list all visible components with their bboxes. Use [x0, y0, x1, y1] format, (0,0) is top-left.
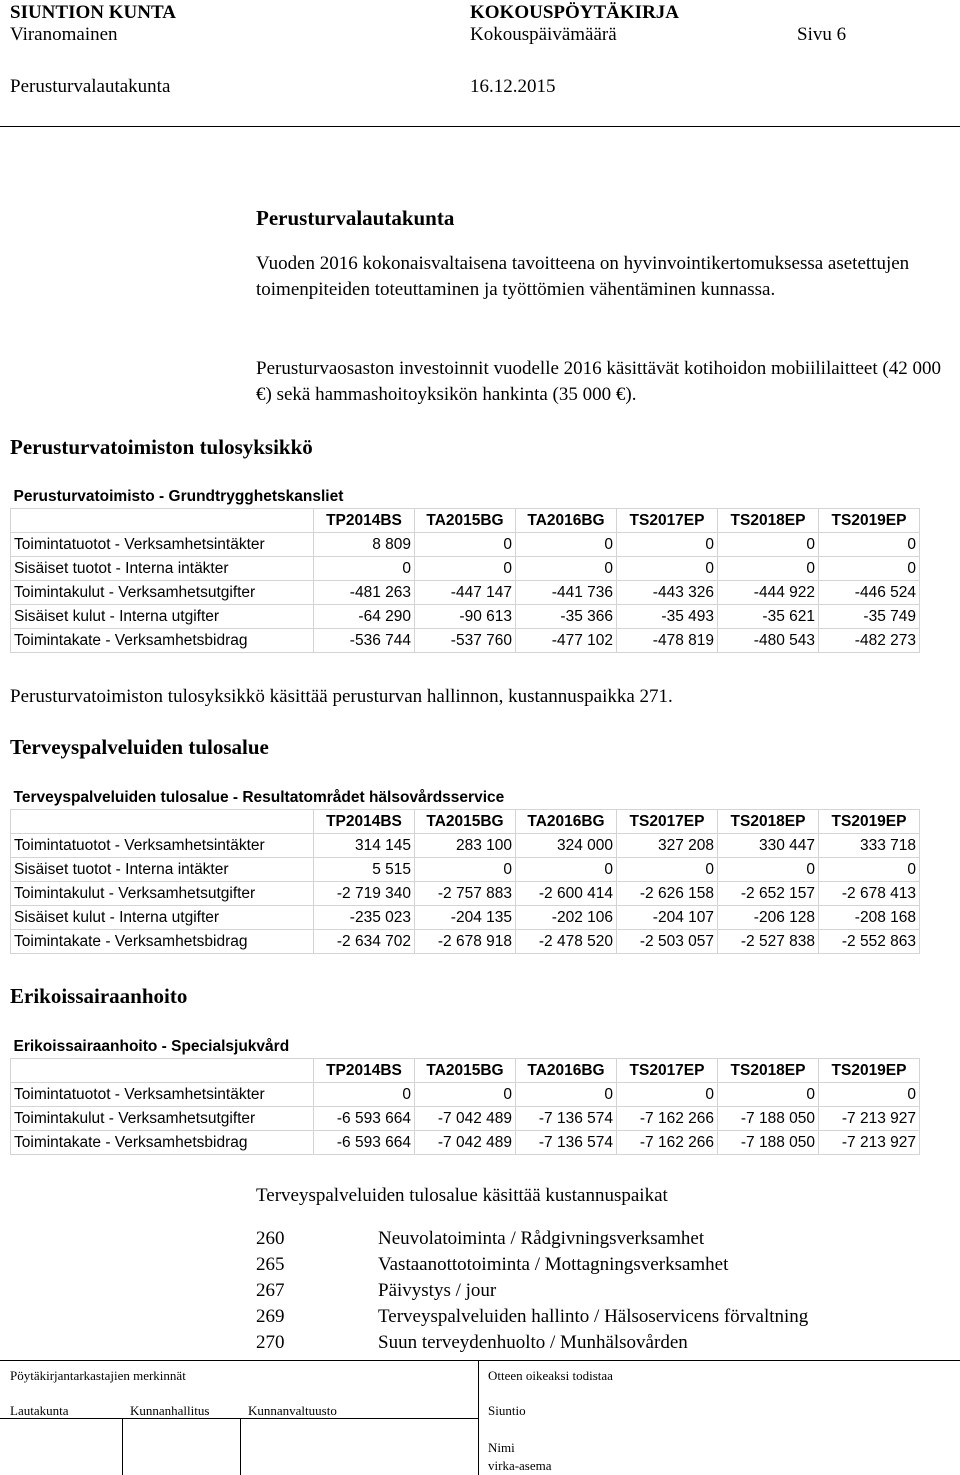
authority-label: Viranomainen	[10, 24, 118, 45]
table-row	[11, 533, 920, 557]
cell: -35 366	[516, 605, 617, 629]
column-header: TS2018EP	[718, 1059, 819, 1083]
cell: 0	[718, 858, 819, 882]
column-header: TS2017EP	[617, 1059, 718, 1083]
cell: -202 106	[516, 906, 617, 930]
footer-name-label: Nimi	[488, 1440, 515, 1455]
cell: 0	[617, 1083, 718, 1107]
cell: -478 819	[617, 629, 718, 653]
table-row	[11, 581, 920, 605]
cell: -206 128	[718, 906, 819, 930]
cost-center-code: 265	[256, 1254, 285, 1275]
column-header: TP2014BS	[314, 509, 415, 533]
row-label: Sisäiset tuotot - Interna intäkter	[11, 858, 314, 882]
cell: 8 809	[314, 533, 415, 557]
cell: -2 478 520	[516, 930, 617, 954]
table-row	[11, 629, 920, 653]
cell: -7 042 489	[415, 1131, 516, 1155]
cell: 333 718	[819, 834, 920, 858]
column-header: TS2017EP	[617, 509, 718, 533]
cell: 0	[819, 1083, 920, 1107]
section-heading-perusturvatoimisto: Perusturvatoimiston tulosyksikkö	[10, 435, 313, 459]
cell: 0	[819, 557, 920, 581]
document-type: KOKOUSPÖYTÄKIRJA	[470, 2, 680, 23]
cell: -204 107	[617, 906, 718, 930]
column-header: TS2018EP	[718, 509, 819, 533]
cell: -35 749	[819, 605, 920, 629]
cell: 330 447	[718, 834, 819, 858]
column-header: TA2015BG	[415, 1059, 516, 1083]
column-header: TP2014BS	[314, 1059, 415, 1083]
footer-position-label: virka-asema	[488, 1458, 552, 1473]
cell: -482 273	[819, 629, 920, 653]
page-number: Sivu 6	[797, 24, 847, 45]
column-header: TS2017EP	[617, 810, 718, 834]
footer-top-line	[0, 1360, 960, 1361]
intro-paragraph-1: Vuoden 2016 kokonaisvaltaisena tavoitteena on hyvinvointikertomuksessa asetettujen toimenpiteiden toteuttaminen ja työttömien vähentäminen kunnassa.	[256, 253, 910, 300]
table-row	[11, 1131, 920, 1155]
row-label: Toimintakate - Verksamhetsbidrag	[11, 930, 314, 954]
column-header: TA2016BG	[516, 1059, 617, 1083]
column-header: TA2016BG	[516, 810, 617, 834]
cell: -446 524	[819, 581, 920, 605]
cell: 314 145	[314, 834, 415, 858]
cell: 0	[314, 557, 415, 581]
footer-column-divider	[122, 1418, 123, 1475]
cell: 0	[617, 858, 718, 882]
cost-center-code: 267	[256, 1280, 285, 1301]
cell: -64 290	[314, 605, 415, 629]
section-heading-erikoissairaanhoito: Erikoissairaanhoito	[10, 984, 188, 1008]
cell: -6 593 664	[314, 1131, 415, 1155]
row-label: Toimintakate - Verksamhetsbidrag	[11, 629, 314, 653]
column-header: TS2019EP	[819, 1059, 920, 1083]
cell: -7 136 574	[516, 1107, 617, 1131]
cell: -2 678 918	[415, 930, 516, 954]
budget-table-perusturvatoimisto	[10, 485, 920, 653]
cell: -444 922	[718, 581, 819, 605]
cell: -7 162 266	[617, 1107, 718, 1131]
table-header-blank	[11, 1059, 314, 1083]
table-row	[11, 834, 920, 858]
table-row	[11, 1107, 920, 1131]
intro-paragraph-2: Perusturvaosaston investoinnit vuodelle 2016 käsittävät kotihoidon mobiililaitteet (42 000 €) sekä hammashoitoyksikön hankinta (35 000 €).	[256, 358, 941, 405]
organization-name: SIUNTION KUNTA	[10, 2, 176, 23]
cell: 324 000	[516, 834, 617, 858]
column-header: TP2014BS	[314, 810, 415, 834]
section-heading-terveyspalvelut: Terveyspalveluiden tulosalue	[10, 735, 269, 759]
cell: -477 102	[516, 629, 617, 653]
section-note-perusturvatoimisto: Perusturvatoimiston tulosyksikkö käsittää perusturvan hallinnon, kustannuspaikka 271.	[10, 686, 673, 707]
row-label: Toimintakulut - Verksamhetsutgifter	[11, 1107, 314, 1131]
cell: 5 515	[314, 858, 415, 882]
table-title: Erikoissairaanhoito - Specialsjukvård	[13, 1037, 290, 1055]
cell: -235 023	[314, 906, 415, 930]
column-header: TS2019EP	[819, 509, 920, 533]
row-label: Sisäiset kulut - Interna utgifter	[11, 906, 314, 930]
table-row	[11, 1083, 920, 1107]
cost-center-name: Suun terveydenhuolto / Munhälsovården	[378, 1332, 688, 1353]
cell: 0	[415, 533, 516, 557]
table-row	[11, 930, 920, 954]
row-label: Toimintatuotot - Verksamhetsintäkter	[11, 533, 314, 557]
cell: -7 188 050	[718, 1107, 819, 1131]
footer-col-hallitus: Kunnanhallitus	[130, 1403, 210, 1418]
meeting-date-label: Kokouspäivämäärä	[470, 24, 617, 45]
table-title: Terveyspalveluiden tulosalue - Resultatområdet hälsovårdsservice	[13, 788, 505, 806]
cell: 0	[819, 858, 920, 882]
cell: -90 613	[415, 605, 516, 629]
cell: 0	[516, 557, 617, 581]
table-row	[11, 858, 920, 882]
intro-heading: Perusturvalautakunta	[256, 206, 455, 230]
cell: 327 208	[617, 834, 718, 858]
footer-col-lautakunta: Lautakunta	[10, 1403, 69, 1418]
cell: 0	[415, 1083, 516, 1107]
row-label: Toimintatuotot - Verksamhetsintäkter	[11, 1083, 314, 1107]
cell: -7 042 489	[415, 1107, 516, 1131]
cell: -2 503 057	[617, 930, 718, 954]
header-divider	[0, 126, 960, 127]
cell: -2 652 157	[718, 882, 819, 906]
budget-table-terveyspalvelut	[10, 786, 920, 954]
cost-center-name: Vastaanottotoiminta / Mottagningsverksamhet	[378, 1254, 729, 1275]
cell: 0	[617, 533, 718, 557]
cost-centers-heading: Terveyspalveluiden tulosalue käsittää kustannuspaikat	[256, 1185, 668, 1206]
column-header: TS2018EP	[718, 810, 819, 834]
row-label: Toimintakate - Verksamhetsbidrag	[11, 1131, 314, 1155]
cell: -35 493	[617, 605, 718, 629]
cell: -536 744	[314, 629, 415, 653]
footer-col-valtuusto: Kunnanvaltuusto	[248, 1403, 337, 1418]
cell: 0	[617, 557, 718, 581]
table-header-blank	[11, 810, 314, 834]
footer-column-divider	[240, 1418, 241, 1475]
cell: 283 100	[415, 834, 516, 858]
cell: -208 168	[819, 906, 920, 930]
authority-name: Perusturvalautakunta	[10, 76, 171, 97]
row-label: Sisäiset kulut - Interna utgifter	[11, 605, 314, 629]
cell: -2 757 883	[415, 882, 516, 906]
cell: 0	[718, 557, 819, 581]
table-row	[11, 906, 920, 930]
cell: -2 719 340	[314, 882, 415, 906]
cell: -2 527 838	[718, 930, 819, 954]
cell: 0	[415, 557, 516, 581]
footer-certify-label: Otteen oikeaksi todistaa	[488, 1368, 613, 1383]
footer-marks-label: Pöytäkirjantarkastajien merkinnät	[10, 1368, 186, 1383]
cell: -7 162 266	[617, 1131, 718, 1155]
table-row	[11, 557, 920, 581]
cost-center-code: 260	[256, 1228, 285, 1249]
cell: -2 600 414	[516, 882, 617, 906]
cost-center-name: Terveyspalveluiden hallinto / Hälsoservicens förvaltning	[378, 1306, 809, 1327]
cost-center-code: 269	[256, 1306, 285, 1327]
footer-column-line	[0, 1418, 478, 1419]
cell: -537 760	[415, 629, 516, 653]
cell: -441 736	[516, 581, 617, 605]
budget-table-erikoissairaanhoito	[10, 1035, 920, 1155]
row-label: Sisäiset tuotot - Interna intäkter	[11, 557, 314, 581]
cost-center-name: Päivystys / jour	[378, 1280, 497, 1301]
column-header: TA2016BG	[516, 509, 617, 533]
table-row	[11, 882, 920, 906]
column-header: TA2015BG	[415, 810, 516, 834]
table-row	[11, 605, 920, 629]
cell: -481 263	[314, 581, 415, 605]
table-header-blank	[11, 509, 314, 533]
footer-place: Siuntio	[488, 1403, 526, 1418]
cell: -6 593 664	[314, 1107, 415, 1131]
cell: -447 147	[415, 581, 516, 605]
cell: -2 626 158	[617, 882, 718, 906]
cell: 0	[718, 1083, 819, 1107]
cell: -480 543	[718, 629, 819, 653]
cell: 0	[415, 858, 516, 882]
cell: -7 188 050	[718, 1131, 819, 1155]
cell: -2 552 863	[819, 930, 920, 954]
cell: 0	[516, 1083, 617, 1107]
row-label: Toimintakulut - Verksamhetsutgifter	[11, 882, 314, 906]
cell: -7 213 927	[819, 1131, 920, 1155]
cell: 0	[314, 1083, 415, 1107]
row-label: Toimintakulut - Verksamhetsutgifter	[11, 581, 314, 605]
cell: -7 136 574	[516, 1131, 617, 1155]
table-title: Perusturvatoimisto - Grundtrygghetskansliet	[13, 487, 344, 505]
cell: 0	[819, 533, 920, 557]
footer-divider	[478, 1360, 479, 1475]
cell: -443 326	[617, 581, 718, 605]
column-header: TA2015BG	[415, 509, 516, 533]
meeting-date: 16.12.2015	[470, 76, 556, 97]
cell: -7 213 927	[819, 1107, 920, 1131]
cell: -2 678 413	[819, 882, 920, 906]
cell: 0	[718, 533, 819, 557]
row-label: Toimintatuotot - Verksamhetsintäkter	[11, 834, 314, 858]
cost-center-code: 270	[256, 1332, 285, 1353]
cell: -2 634 702	[314, 930, 415, 954]
cell: -35 621	[718, 605, 819, 629]
cell: 0	[516, 533, 617, 557]
cell: 0	[516, 858, 617, 882]
cost-center-name: Neuvolatoiminta / Rådgivningsverksamhet	[378, 1228, 705, 1249]
cell: -204 135	[415, 906, 516, 930]
column-header: TS2019EP	[819, 810, 920, 834]
